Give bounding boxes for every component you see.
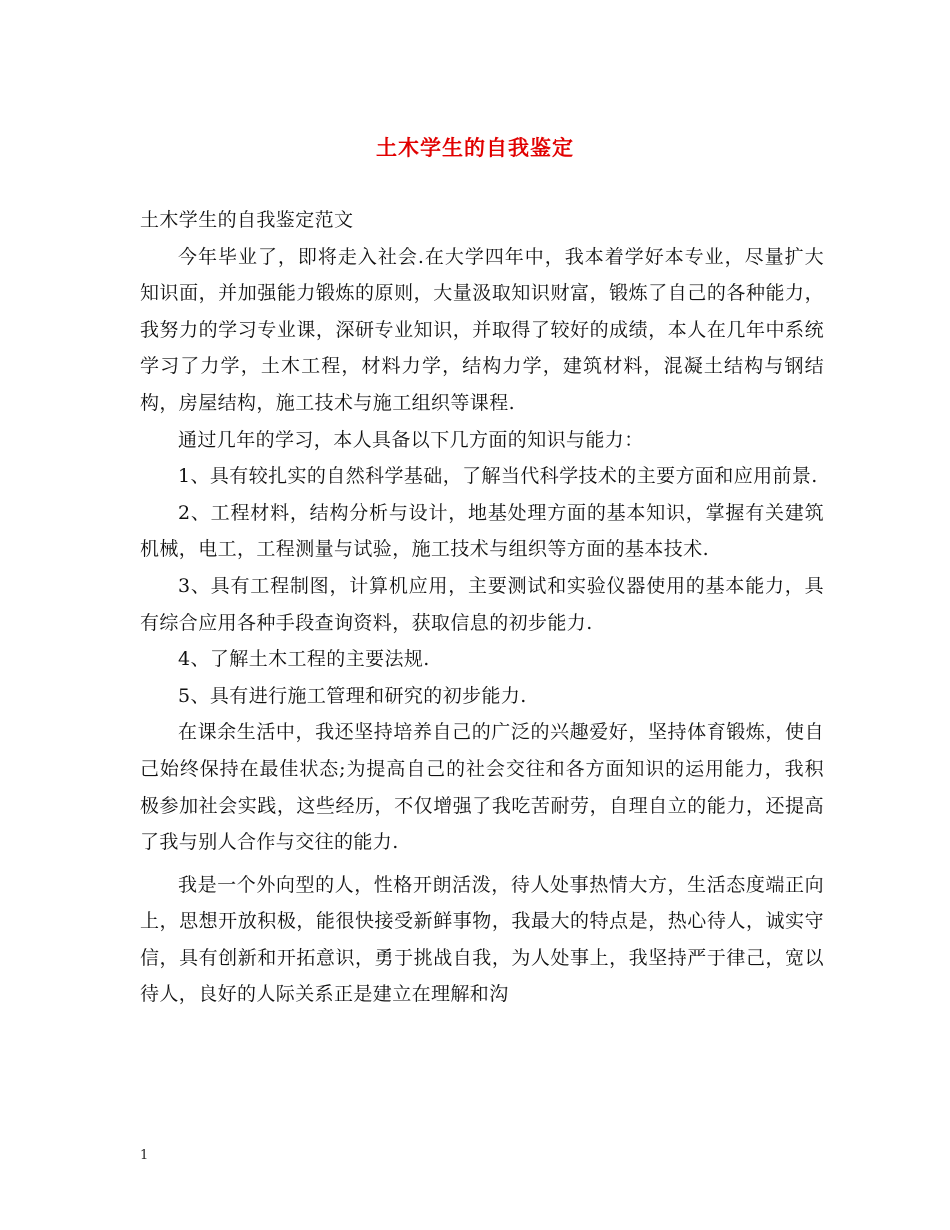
list-item-5: 5、具有进行施工管理和研究的初步能力.: [178, 684, 527, 707]
list-item-1: 1、具有较扎实的自然科学基础，了解当代科学技术的主要方面和应用前景.: [178, 465, 818, 488]
document-subtitle: 土木学生的自我鉴定范文: [140, 209, 354, 231]
list-item-4: 4、了解土木工程的主要法规.: [178, 648, 430, 671]
paragraph-extracurricular: 在课余生活中，我还坚持培养自己的广泛的兴趣爱好，坚持体育锻炼，使自己始终保持在最佳状态;为提高自己的社会交往和各方面知识的运用能力，我积极参加社会实践，这些经历，不仅增强了我吃苦耐劳，自理自立的能力，还提高了我与别人合作与交往的能力.: [140, 721, 824, 854]
paragraph-intro: 今年毕业了，即将走入社会.在大学四年中，我本着学好本专业，尽量扩大知识面，并加强能力锻炼的原则，大量汲取知识财富，锻炼了自己的各种能力，我努力的学习专业课，深研专业知识，并取得了较好的成绩，本人在几年中系统学习了力学，土木工程，材料力学，结构力学，建筑材料，混凝土结构与钢结构，房屋结构，施工技术与施工组织等课程.: [140, 245, 824, 414]
list-item-3: 3、具有工程制图，计算机应用，主要测试和实验仪器使用的基本能力，具有综合应用各种手段查询资料，获取信息的初步能力.: [140, 574, 824, 634]
document-title: 土木学生的自我鉴定: [376, 135, 574, 160]
paragraph-abilities-lead: 通过几年的学习，本人具备以下几方面的知识与能力：: [178, 428, 644, 451]
document-body: [140, 202, 824, 1013]
page-number: 1: [140, 1148, 149, 1163]
paragraph-personality: 我是一个外向型的人，性格开朗活泼，待人处事热情大方，生活态度端正向上，思想开放积极，能很快接受新鲜事物，我最大的特点是，热心待人，诚实守信，具有创新和开拓意识，勇于挑战自我，为人处事上，我坚持严于律己，宽以待人，良好的人际关系正是建立在理解和沟: [140, 873, 824, 1006]
list-item-2: 2、工程材料，结构分析与设计，地基处理方面的基本知识，掌握有关建筑机械，电工，工程测量与试验，施工技术与组织等方面的基本技术.: [140, 501, 824, 561]
